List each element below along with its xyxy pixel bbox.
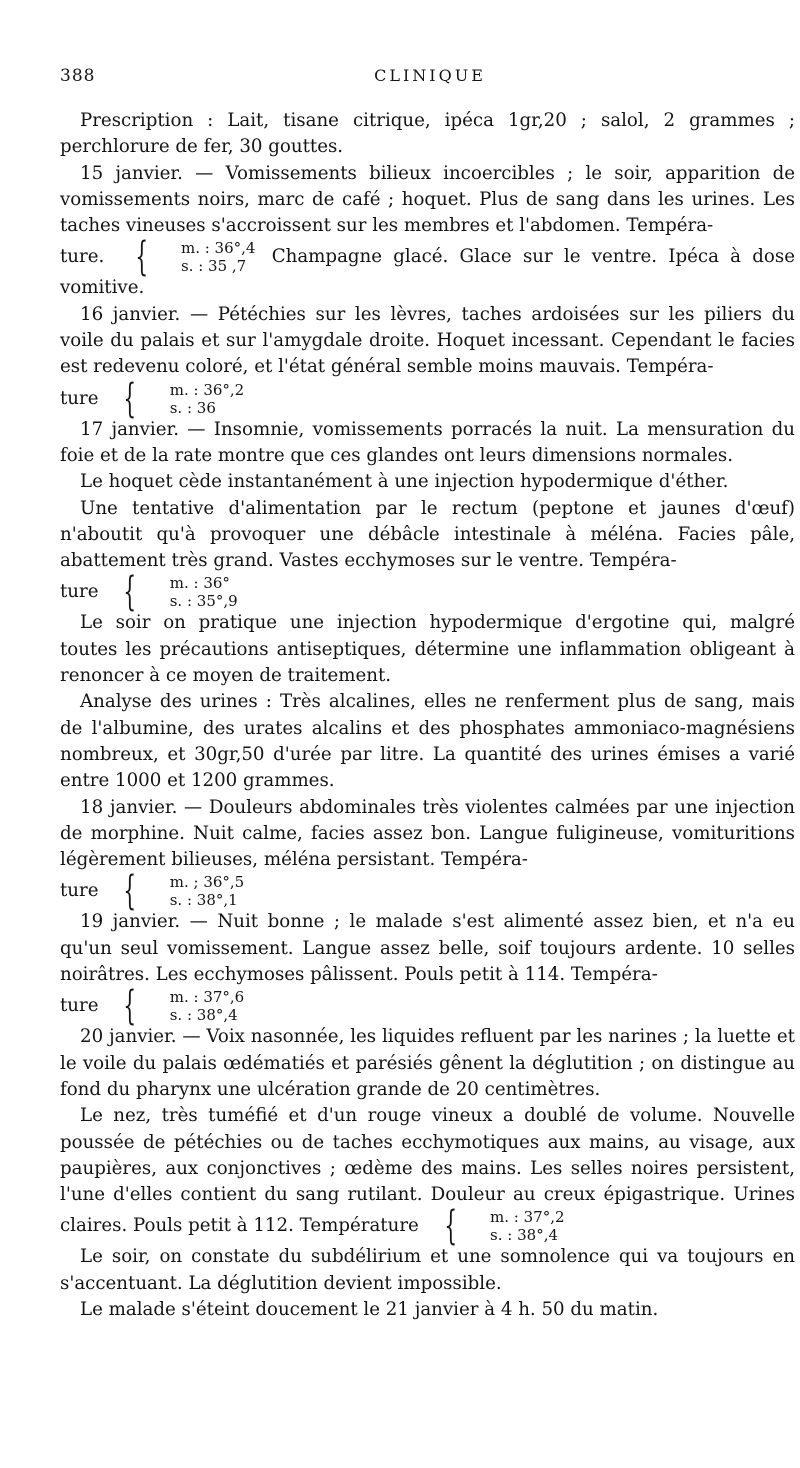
temperature-bracket: { m. : 37°,6 s. : 38°,4 <box>123 983 245 1030</box>
temperature-evening: s. : 38°,4 <box>169 1006 238 1025</box>
page-header <box>60 66 780 92</box>
paragraph-18-janvier <box>60 795 795 915</box>
temperature-prefix: ture <box>60 581 99 603</box>
temperature-morning: m. : 36°,4 <box>180 239 256 258</box>
paragraph-17-janvier: 17 janvier. — Insomnie, vomissements porracés la nuit. La mensuration du foie et de la rate montre que ces glandes ont leurs dimensions normales. <box>60 418 795 466</box>
temperature-prefix: ture <box>60 387 99 409</box>
paragraph-text: 15 janvier. — Vomissements bilieux incoercibles ; le soir, apparition de vomissements noirs, marc de café ; hoquet. Plus de sang dans les urines. Les taches vineuses s'accroissent sur les membres et l'abdomen. Tempéra- <box>60 162 795 237</box>
running-title: CLINIQUE <box>374 66 486 85</box>
temperature-morning: m. ; 36°,5 <box>169 873 245 892</box>
paragraph-16-janvier <box>60 302 795 422</box>
temperature-evening: s. : 36 <box>169 398 216 417</box>
paragraph-text: Une tentative d'alimentation par le rectum (peptone et jaunes d'œuf) n'aboutit qu'à provoquer une débâcle intestinale à méléna. Facies pâle, abattement très grand. Vastes ecchymoses sur le ventre. Tempéra- <box>60 497 795 572</box>
temperature-bracket: { m. : 37°,2 s. : 38°,4 <box>443 1203 565 1250</box>
paragraph-prescription: Prescription : Lait, tisane citrique, ipéca 1gr,20 ; salol, 2 grammes ; perchlorure de fer, 30 gouttes. <box>60 110 795 158</box>
temperature-evening: s. : 35 ,7 <box>180 257 247 276</box>
page-number: 388 <box>60 66 96 86</box>
temperature-morning: m. : 37°,6 <box>169 988 245 1007</box>
temperature-prefix: ture <box>60 880 99 902</box>
paragraph-nez <box>60 1103 795 1250</box>
paragraph-deces: Le malade s'éteint doucement le 21 janvier à 4 h. 50 du matin. <box>80 1298 659 1320</box>
paragraph-text: Le nez, très tuméfié et d'un rouge vineux a doublé de volume. Nouvelle poussée de pétéchies ou de taches ecchymotiques aux mains, au visage, aux paupières, aux conjonctives ; œdème des mains. Les selles noires persistent, l'une d'elles contient du sang rutilant. Douleur au creux épigastrique. Urines claires. Pouls petit à 112. Température <box>60 1105 795 1237</box>
temperature-evening: s. : 35°,9 <box>169 592 238 611</box>
paragraph-20-janvier: 20 janvier. — Voix nasonnée, les liquides refluent par les narines ; la luette et le voile du palais œdématiés et parésiés gênent la déglutition ; on distingue au fond du pharynx une ulcération grande de 20 centimètres. <box>60 1026 795 1100</box>
paragraph-hoquet: Le hoquet cède instantanément à une injection hypodermique d'éther. <box>80 471 729 493</box>
temperature-bracket: { m. ; 36°,5 s. : 38°,1 <box>123 868 245 915</box>
temperature-morning: m. : 36°,2 <box>169 380 245 399</box>
paragraph-analyse-urines: Analyse des urines : Très alcalines, elles ne renferment plus de sang, mais de l'albumine, des urates alcalins et des phosphates ammoniaco-magnésiens nombreux, et 30gr,50 d'urée par litre. La quantité des urines émises a varié entre 1000 et 1200 grammes. <box>60 691 795 792</box>
paragraph-text: 18 janvier. — Douleurs abdominales très violentes calmées par une injection de morphine. Nuit calme, facies assez bon. Langue fuligineuse, vomituritions légèrement bilieuses, méléna persistant. Tempéra- <box>60 796 795 871</box>
paragraph-alimentation <box>60 496 795 616</box>
temperature-bracket: { m. : 36° s. : 35°,9 <box>123 569 238 616</box>
temperature-prefix: ture. <box>60 246 105 268</box>
paragraph-ergotine: Le soir on pratique une injection hypodermique d'ergotine qui, malgré toutes les précautions antiseptiques, détermine une inflammation obligeant à renoncer à ce moyen de traitement. <box>60 612 795 687</box>
temperature-evening: s. : 38°,1 <box>169 891 238 910</box>
temperature-morning: m. : 36° <box>169 574 230 593</box>
temperature-prefix: ture <box>60 995 99 1017</box>
paragraph-text: 19 janvier. — Nuit bonne ; le malade s'est alimenté assez bien, et n'a eu qu'un seul vomissement. Langue assez belle, soif toujours ardente. 10 selles noirâtres. Les ecchymoses pâlissent. Pouls petit à 114. Tempéra- <box>60 911 795 986</box>
temperature-bracket: { m. : 36°,4 s. : 35 ,7 <box>134 234 256 281</box>
paragraph-15-janvier <box>60 161 795 302</box>
temperature-bracket: { m. : 36°,2 s. : 36 <box>123 375 245 422</box>
page-body <box>60 108 795 1323</box>
temperature-morning: m. : 37°,2 <box>490 1208 565 1227</box>
paragraph-19-janvier <box>60 909 795 1030</box>
paragraph-text: Champagne glacé. Glace sur le ventre. Ipéca à dose vomitive. <box>60 246 795 299</box>
paragraph-text: 16 janvier. — Pétéchies sur les lèvres, taches ardoisées sur les piliers du voile du palais et sur l'amygdale droite. Hoquet incessant. Cependant le facies est redevenu coloré, et l'état général semble moins mauvais. Tempéra- <box>60 303 795 378</box>
paragraph-soir: Le soir, on constate du subdélirium et une somnolence qui va toujours en s'accentuant. La déglutition devient impossible. <box>60 1246 795 1294</box>
temperature-evening: s. : 38°,4 <box>490 1226 559 1245</box>
